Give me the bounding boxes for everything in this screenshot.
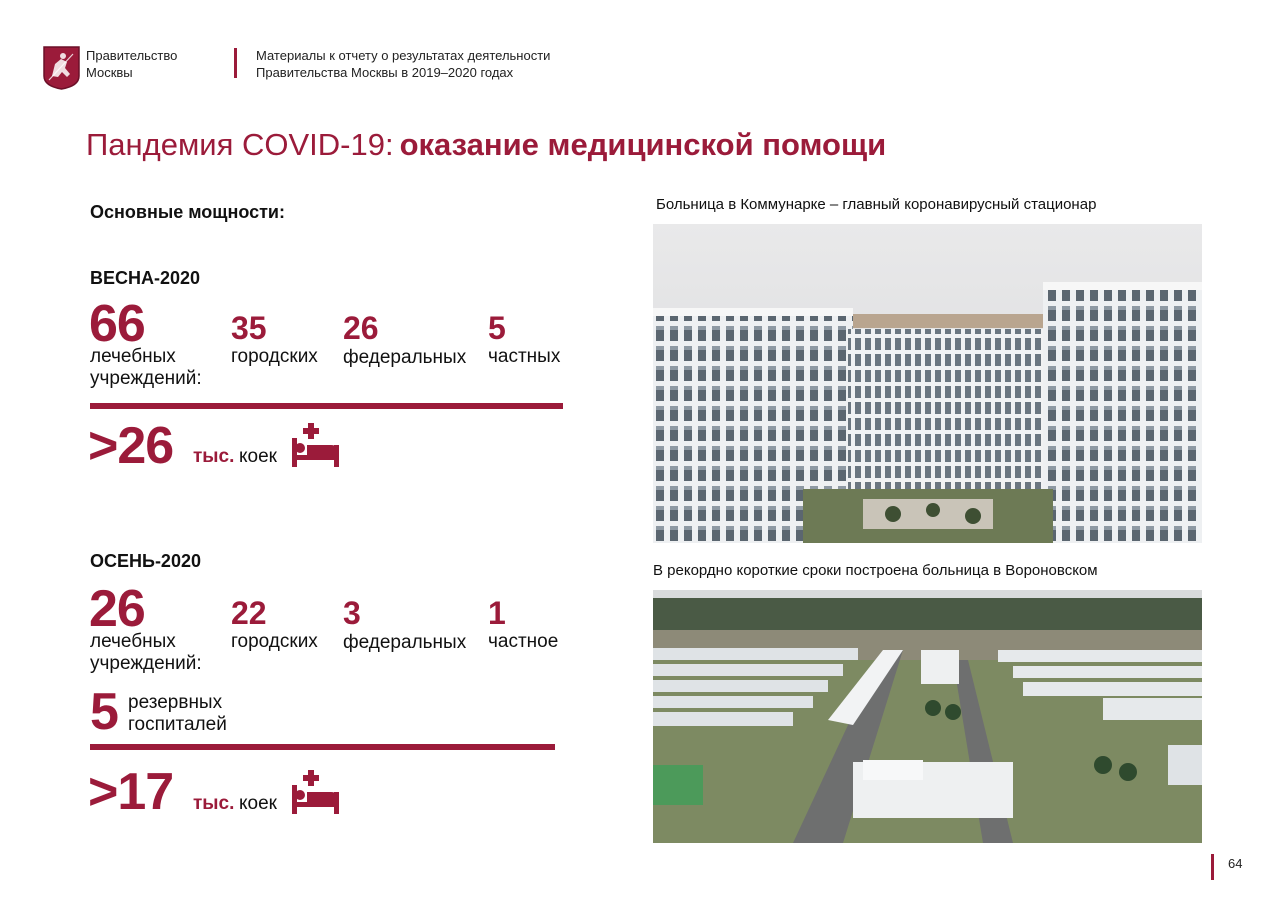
photo-caption-kommunarka: Больница в Коммунарке – главный коронавирусный стационар <box>656 196 1097 213</box>
autumn-reserve-label <box>128 692 227 736</box>
autumn-federal-label: федеральных <box>343 632 467 653</box>
autumn-beds-unit: тыс. <box>193 793 235 814</box>
autumn-city: 22 <box>231 595 267 631</box>
spring-private: 5 <box>488 310 506 346</box>
spring-beds-unit: тыс. <box>193 446 235 467</box>
header-subtitle-line1: Материалы к отчету о результатах деятельности <box>256 48 551 63</box>
autumn-city-label: городских <box>231 631 318 652</box>
page-title-light: Пандемия COVID-19: <box>86 127 394 162</box>
spring-federal-label: федеральных <box>343 347 467 368</box>
voronovskoye-hospital-photo <box>653 590 1202 843</box>
spring-private-label: частных <box>488 346 561 367</box>
org-name <box>86 47 177 81</box>
spring-divider <box>90 403 563 409</box>
hospital-bed-icon <box>291 423 341 467</box>
autumn-federal: 3 <box>343 595 361 631</box>
spring-city-label: городских <box>231 346 318 367</box>
spring-label: ВЕСНА-2020 <box>90 268 201 288</box>
page-title <box>86 126 886 164</box>
autumn-private-label: частное <box>488 631 559 652</box>
autumn-reserve: 5 <box>90 683 118 741</box>
page-title-bold: оказание медицинской помощи <box>399 127 887 162</box>
autumn-total-label <box>90 631 202 675</box>
autumn-reserve-label-2: госпиталей <box>128 714 227 735</box>
spring-federal: 26 <box>343 310 379 346</box>
spring-total: 66 <box>89 295 145 353</box>
autumn-total-label-1: лечебных <box>90 631 176 652</box>
autumn-beds: >17 <box>88 763 174 821</box>
org-name-line1: Правительство <box>86 48 178 63</box>
autumn-label: ОСЕНЬ-2020 <box>90 551 201 571</box>
header-subtitle-line2: Правительства Москвы в 2019–2020 годах <box>256 65 514 80</box>
autumn-total: 26 <box>89 580 145 638</box>
autumn-total-label-2: учреждений: <box>90 653 202 674</box>
autumn-divider <box>90 744 555 750</box>
page-number-divider <box>1211 854 1214 880</box>
section-heading: Основные мощности: <box>90 202 285 222</box>
header-subtitle <box>256 47 550 81</box>
page-number: 64 <box>1228 856 1243 871</box>
spring-total-label-2: учреждений: <box>90 368 202 389</box>
photo-caption-voronovskoye: В рекордно короткие сроки построена больница в Вороновском <box>653 562 1098 579</box>
hospital-bed-icon <box>291 770 341 814</box>
moscow-coat-of-arms-logo <box>43 46 80 90</box>
spring-city: 35 <box>231 310 267 346</box>
org-name-line2: Москвы <box>86 65 133 80</box>
autumn-beds-label: коек <box>239 793 277 814</box>
header-divider <box>234 48 237 78</box>
kommunarka-hospital-photo <box>653 224 1202 543</box>
autumn-private: 1 <box>488 595 506 631</box>
spring-beds-label: коек <box>239 446 277 467</box>
autumn-reserve-label-1: резервных <box>128 692 223 713</box>
spring-total-label-1: лечебных <box>90 346 176 367</box>
spring-beds: >26 <box>88 417 174 475</box>
spring-total-label <box>90 346 202 390</box>
